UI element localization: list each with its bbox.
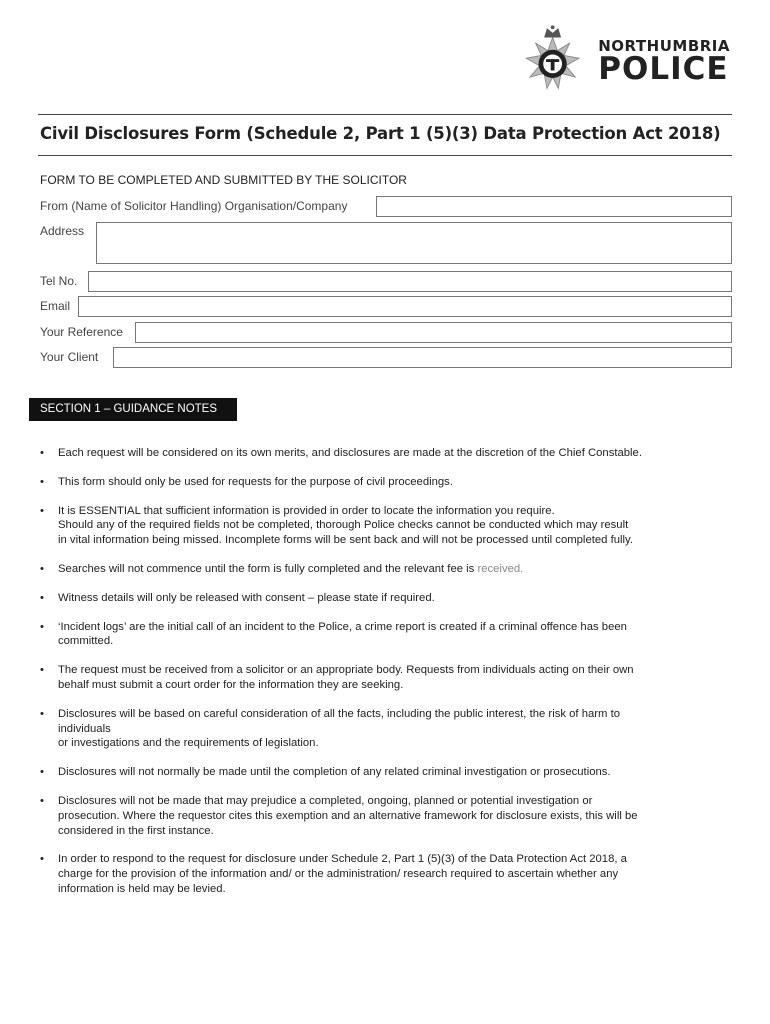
bullet: • bbox=[40, 562, 44, 575]
client-label: Your Client bbox=[40, 350, 99, 364]
list-item: • Disclosures will not be made that may prejudice a completed, ongoing, planned or potential investigation or prosecution. Where the requestor cites this exemption and an alternative framework for disclosure exists, this will be considered in the first instance. bbox=[40, 794, 638, 837]
reference-label: Your Reference bbox=[40, 325, 123, 339]
police-badge-icon bbox=[515, 22, 590, 102]
list-item: • Witness details will only be released with consent – please state if required. bbox=[40, 591, 435, 604]
form-subheading: FORM TO BE COMPLETED AND SUBMITTED BY THE SOLICITOR bbox=[40, 173, 407, 187]
list-item: • This form should only be used for requests for the purpose of civil proceedings. bbox=[40, 475, 453, 488]
guidance-notes-list bbox=[40, 446, 730, 911]
bullet: • bbox=[40, 707, 44, 720]
bullet: • bbox=[40, 447, 44, 459]
bullet: • bbox=[40, 475, 44, 488]
section-1-heading: SECTION 1 – GUIDANCE NOTES bbox=[29, 398, 237, 421]
bullet: • bbox=[40, 591, 44, 604]
address-input[interactable] bbox=[96, 222, 732, 264]
email-input[interactable] bbox=[78, 296, 732, 317]
email-label: Email bbox=[40, 299, 71, 313]
list-item: • ‘Incident logs’ are the initial call of an incident to the Police, a crime report is created if a criminal offence has been committed. bbox=[40, 620, 627, 648]
bullet: • bbox=[40, 766, 44, 779]
bullet: • bbox=[40, 504, 44, 517]
list-item: • Searches will not commence until the form is fully completed and the relevant fee is received. bbox=[40, 562, 524, 575]
list-item: • Disclosures will not normally be made until the completion of any related criminal investigation or prosecutions. bbox=[40, 766, 611, 779]
bullet: • bbox=[40, 794, 44, 807]
client-input[interactable] bbox=[113, 347, 732, 368]
title-divider bbox=[38, 155, 732, 156]
organisation-input[interactable] bbox=[376, 196, 732, 217]
list-item: • The request must be received from a solicitor or an appropriate body. Requests from individuals acting on their own behalf must submit a court order for the information they are seeking. bbox=[40, 664, 634, 691]
address-label: Address bbox=[40, 224, 85, 238]
bullet: • bbox=[40, 853, 44, 866]
list-item: • Disclosures will be based on careful consideration of all the facts, including the public interest, the risk of harm to individuals or investigations and the requirements of legislation. bbox=[40, 707, 620, 750]
tel-input[interactable] bbox=[88, 271, 732, 292]
list-item: • In order to respond to the request for disclosure under Schedule 2, Part 1 (5)(3) of the Data Protection Act 2018, a charge for the provision of the information and/ or the administration/ research required to ascertain whether any information is held may be levied. bbox=[40, 853, 627, 895]
reference-input[interactable] bbox=[135, 322, 732, 343]
list-item: • It is ESSENTIAL that sufficient information is provided in order to locate the information you require. Should any of the required fields not be completed, thorough Police checks cannot be conducted which may result in vital information being missed. Incomplete forms will be sent back and will not be processed until completed fully. bbox=[40, 504, 633, 547]
bullet: • bbox=[40, 620, 44, 633]
top-divider bbox=[38, 114, 732, 115]
tel-label: Tel No. bbox=[40, 274, 78, 288]
page-title: Civil Disclosures Form (Schedule 2, Part 1 (5)(3) Data Protection Act 2018) bbox=[40, 124, 721, 143]
bullet: • bbox=[40, 664, 44, 677]
northumbria-police-logo bbox=[515, 22, 730, 102]
organisation-label: From (Name of Solicitor Handling) Organisation/Company bbox=[40, 199, 348, 213]
logo-line-2: POLICE bbox=[598, 51, 729, 87]
list-item: • Each request will be considered on its own merits, and disclosures are made at the discretion of the Chief Constable. bbox=[40, 447, 642, 459]
logo-line-1: NORTHUMBRIA bbox=[598, 37, 730, 55]
